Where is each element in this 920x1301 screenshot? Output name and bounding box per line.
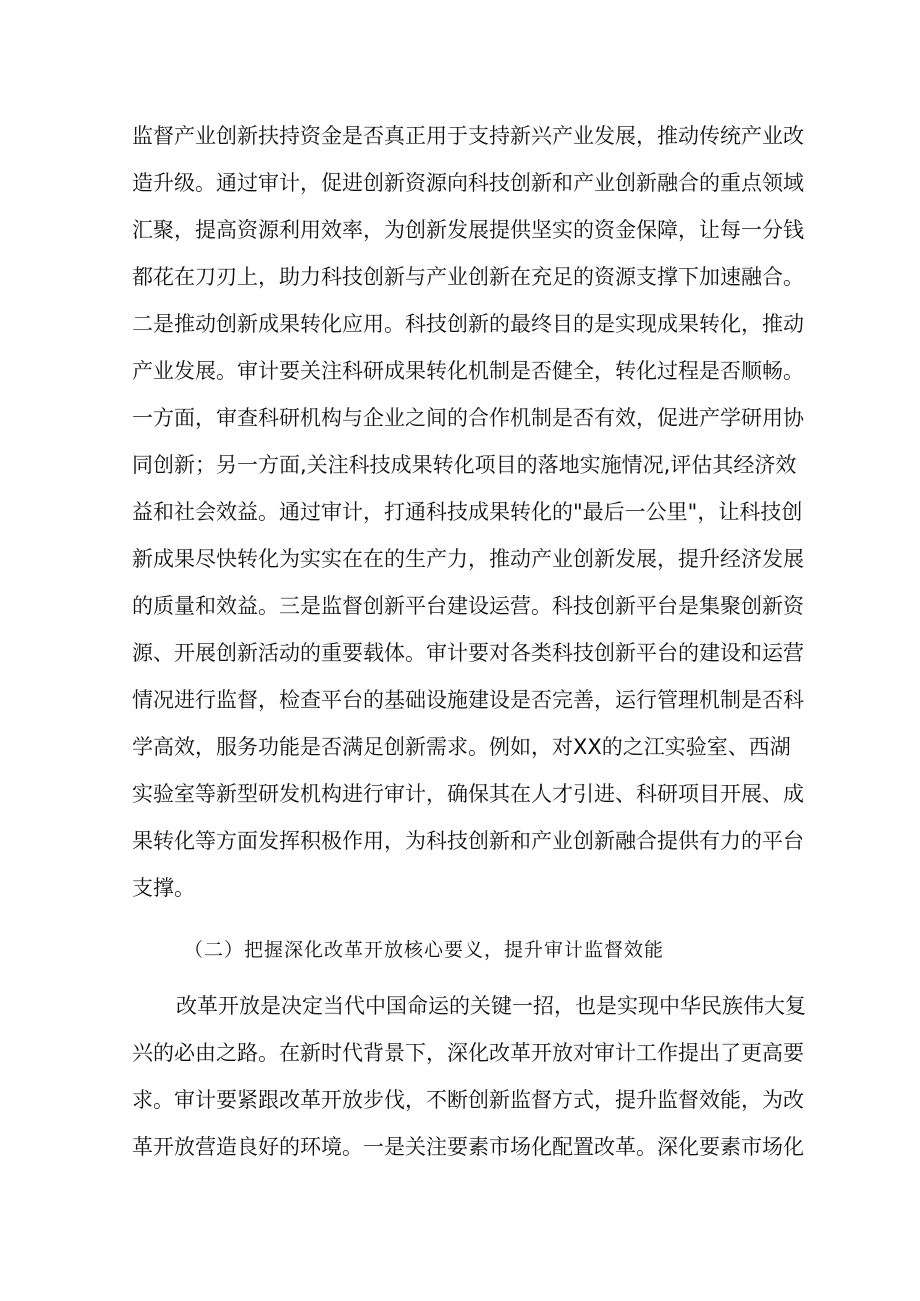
body-text-line: 的质量和效益。三是监督创新平台建设运营。科技创新平台是集聚创新资 bbox=[132, 594, 804, 618]
body-text-line: 产业发展。审计要关注科研成果转化机制是否健全，转化过程是否顺畅。 bbox=[132, 359, 804, 383]
body-text-line: 支撑。 bbox=[132, 876, 195, 900]
body-text-line: 兴的必由之路。在新时代背景下，深化改革开放对审计工作提出了更高要 bbox=[132, 1041, 804, 1065]
body-text-line: 同创新；另一方面,关注科技成果转化项目的落地实施情况,评估其经济效 bbox=[132, 453, 797, 477]
body-text-line: 汇聚，提高资源利用效率，为创新发展提供坚实的资金保障，让每一分钱 bbox=[132, 218, 804, 242]
body-text-line: 求。审计要紧跟改革开放步伐，不断创新监督方式，提升监督效能，为改 bbox=[132, 1088, 804, 1112]
body-text-line: 学高效，服务功能是否满足创新需求。例如，对XX的之江实验室、西湖 bbox=[132, 735, 791, 759]
body-text-line: 情况进行监督，检查平台的基础设施建设是否完善，运行管理机制是否科 bbox=[132, 688, 804, 712]
body-text-line: 造升级。通过审计，促进创新资源向科技创新和产业创新融合的重点领域 bbox=[132, 171, 804, 195]
body-text-line: 都花在刀刃上，助力科技创新与产业创新在充足的资源支撑下加速融合。 bbox=[132, 265, 804, 289]
body-text-line: 源、开展创新活动的重要载体。审计要对各类科技创新平台的建设和运营 bbox=[132, 641, 804, 665]
body-text-line: 益和社会效益。通过审计，打通科技成果转化的"最后一公里"，让科技创 bbox=[132, 500, 803, 524]
body-text-line: 果转化等方面发挥积极作用，为科技创新和产业创新融合提供有力的平台 bbox=[132, 829, 804, 853]
body-text-line: 监督产业创新扶持资金是否真正用于支持新兴产业发展，推动传统产业改 bbox=[132, 124, 804, 148]
body-text-line: 一方面，审查科研机构与企业之间的合作机制是否有效，促进产学研用协 bbox=[132, 406, 804, 430]
body-text-line: 革开放营造良好的环境。一是关注要素市场化配置改革。深化要素市场化 bbox=[132, 1135, 804, 1159]
section-heading: （二）把握深化改革开放核心要义，提升审计监督效能 bbox=[184, 939, 665, 961]
body-text-line: 新成果尽快转化为实实在在的生产力，推动产业创新发展，提升经济发展 bbox=[132, 547, 804, 571]
body-text-line: 改革开放是决定当代中国命运的关键一招，也是实现中华民族伟大复 bbox=[176, 994, 806, 1018]
body-text-line: 实验室等新型研发机构进行审计，确保其在人才引进、科研项目开展、成 bbox=[132, 782, 804, 806]
body-text-line: 二是推动创新成果转化应用。科技创新的最终目的是实现成果转化，推动 bbox=[132, 312, 804, 336]
